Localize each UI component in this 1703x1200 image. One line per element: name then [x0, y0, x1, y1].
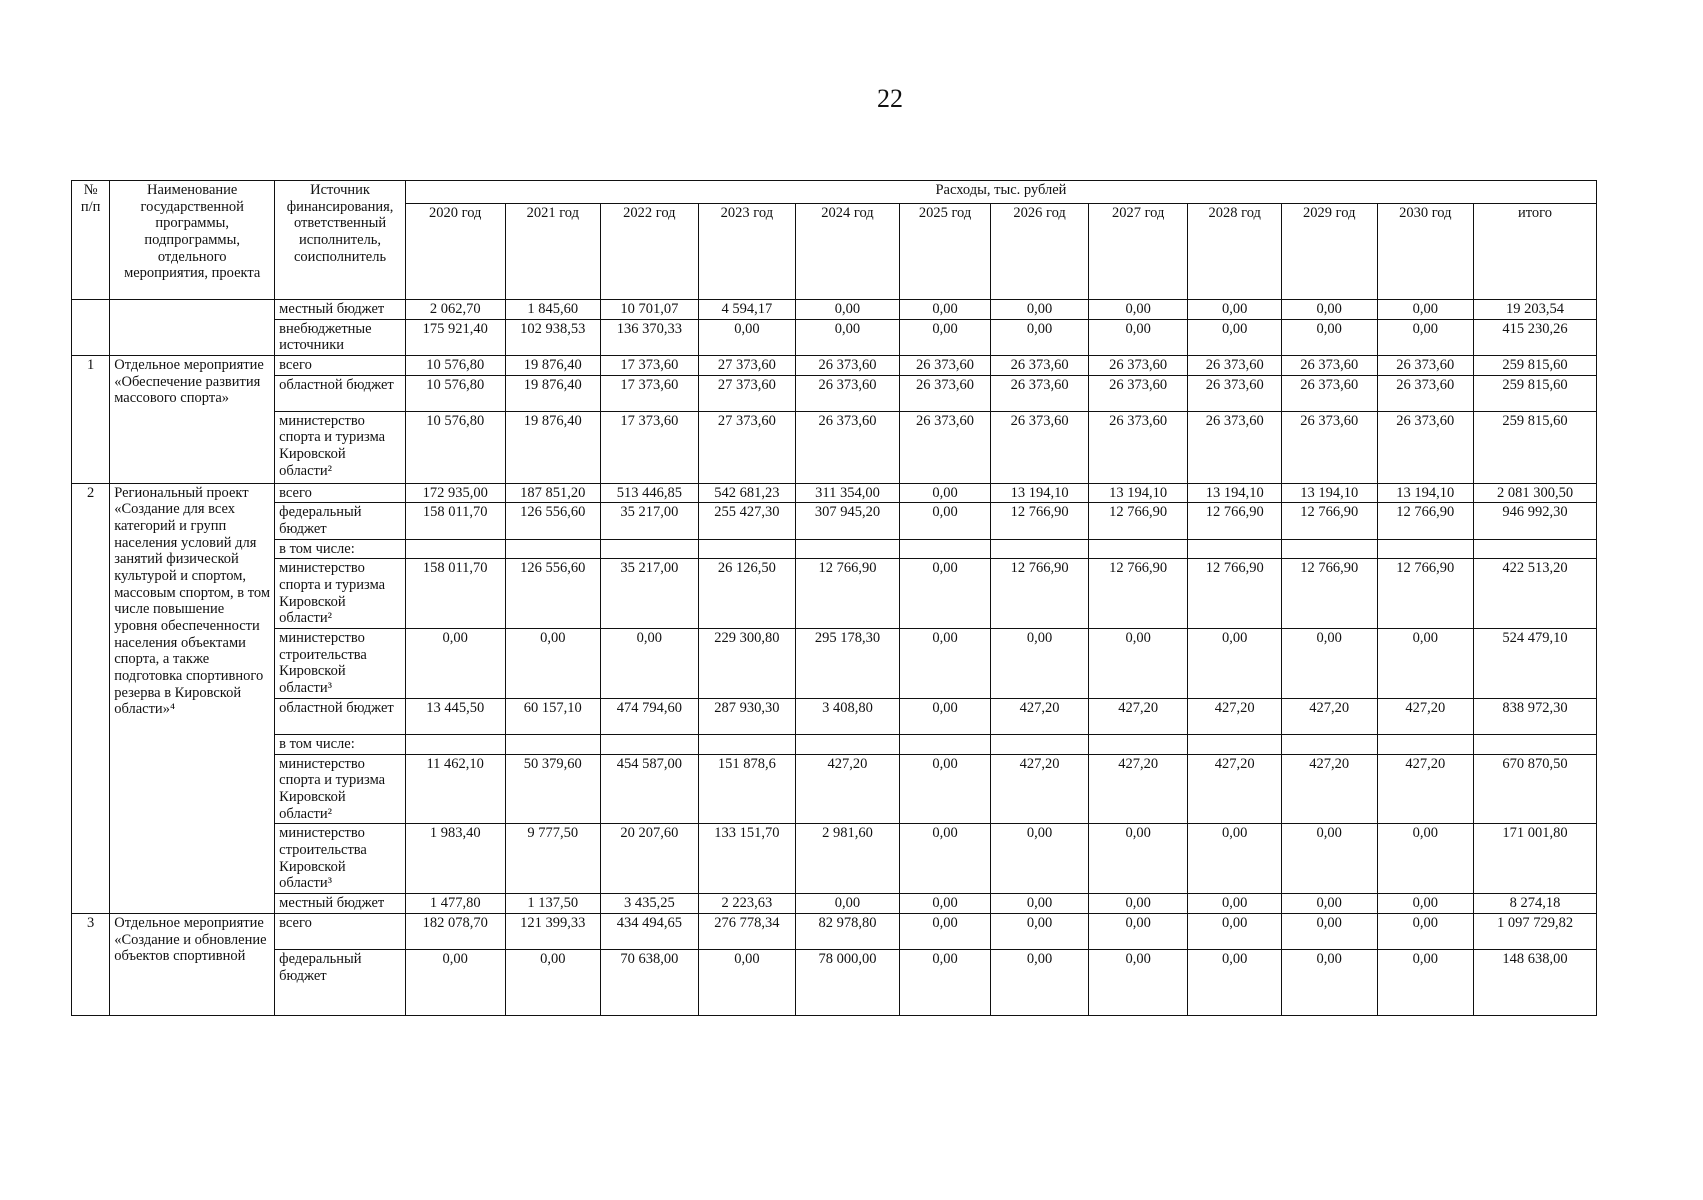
table-row	[72, 483, 1597, 503]
amount-cell: 121 399,33	[505, 914, 601, 950]
funding-source: местный бюджет	[275, 300, 406, 320]
amount-cell	[1281, 735, 1377, 755]
amount-cell: 126 556,60	[505, 503, 601, 539]
amount-cell: 0,00	[405, 950, 505, 1016]
program-name	[110, 300, 275, 356]
amount-cell: 19 876,40	[505, 356, 601, 376]
amount-cell: 0,00	[1188, 319, 1282, 355]
amount-cell: 26 126,50	[698, 559, 796, 629]
amount-cell: 26 373,60	[991, 411, 1089, 483]
amount-cell: 0,00	[899, 894, 991, 914]
table-row	[72, 735, 1597, 755]
amount-cell: 0,00	[991, 894, 1089, 914]
funding-source: внебюджетные источники	[275, 319, 406, 355]
total-cell: 838 972,30	[1474, 699, 1597, 735]
amount-cell: 26 373,60	[1188, 356, 1282, 376]
amount-cell: 12 766,90	[1377, 559, 1474, 629]
amount-cell: 17 373,60	[601, 375, 699, 411]
table-row	[72, 559, 1597, 629]
amount-cell	[505, 539, 601, 559]
amount-cell	[1188, 539, 1282, 559]
amount-cell: 1 137,50	[505, 894, 601, 914]
amount-cell	[796, 735, 900, 755]
amount-cell	[991, 539, 1089, 559]
amount-cell: 11 462,10	[405, 754, 505, 824]
amount-cell: 0,00	[505, 950, 601, 1016]
amount-cell: 10 576,80	[405, 375, 505, 411]
header-year: 2030 год	[1377, 204, 1474, 300]
amount-cell: 0,00	[1088, 319, 1188, 355]
header-year: 2020 год	[405, 204, 505, 300]
amount-cell: 26 373,60	[1281, 356, 1377, 376]
amount-cell: 172 935,00	[405, 483, 505, 503]
total-cell: 524 479,10	[1474, 629, 1597, 699]
amount-cell	[601, 735, 699, 755]
header-year: 2029 год	[1281, 204, 1377, 300]
page-number: 22	[877, 84, 903, 113]
amount-cell: 427,20	[991, 699, 1089, 735]
amount-cell: 10 576,80	[405, 411, 505, 483]
amount-cell: 427,20	[1188, 754, 1282, 824]
amount-cell: 0,00	[899, 754, 991, 824]
total-cell: 670 870,50	[1474, 754, 1597, 824]
amount-cell: 0,00	[1088, 894, 1188, 914]
funding-source: федеральный бюджет	[275, 503, 406, 539]
funding-source: областной бюджет	[275, 699, 406, 735]
funding-source: местный бюджет	[275, 894, 406, 914]
amount-cell: 35 217,00	[601, 559, 699, 629]
amount-cell: 0,00	[991, 629, 1089, 699]
amount-cell: 0,00	[1377, 824, 1474, 894]
amount-cell: 26 373,60	[1088, 411, 1188, 483]
header-year: 2021 год	[505, 204, 601, 300]
amount-cell: 27 373,60	[698, 411, 796, 483]
table-row	[72, 699, 1597, 735]
amount-cell: 0,00	[601, 629, 699, 699]
amount-cell: 26 373,60	[796, 375, 900, 411]
amount-cell: 434 494,65	[601, 914, 699, 950]
total-cell: 259 815,60	[1474, 356, 1597, 376]
amount-cell: 0,00	[1188, 950, 1282, 1016]
amount-cell: 26 373,60	[899, 356, 991, 376]
amount-cell: 287 930,30	[698, 699, 796, 735]
amount-cell: 26 373,60	[991, 356, 1089, 376]
amount-cell: 27 373,60	[698, 375, 796, 411]
amount-cell: 427,20	[991, 754, 1089, 824]
header-num: № п/п	[72, 181, 110, 300]
amount-cell: 0,00	[1088, 824, 1188, 894]
amount-cell: 12 766,90	[991, 503, 1089, 539]
amount-cell: 0,00	[899, 699, 991, 735]
amount-cell: 26 373,60	[1281, 375, 1377, 411]
amount-cell: 10 701,07	[601, 300, 699, 320]
program-name: Отдельное мероприятие «Создание и обновление объектов спортивной	[110, 914, 275, 1016]
table-row	[72, 539, 1597, 559]
amount-cell: 70 638,00	[601, 950, 699, 1016]
amount-cell: 0,00	[505, 629, 601, 699]
amount-cell: 26 373,60	[1188, 375, 1282, 411]
table-row	[72, 300, 1597, 320]
amount-cell	[1377, 539, 1474, 559]
amount-cell: 12 766,90	[1281, 559, 1377, 629]
amount-cell: 13 194,10	[1281, 483, 1377, 503]
amount-cell: 0,00	[1281, 824, 1377, 894]
amount-cell: 311 354,00	[796, 483, 900, 503]
amount-cell: 0,00	[1188, 914, 1282, 950]
amount-cell: 19 876,40	[505, 375, 601, 411]
table-row	[72, 914, 1597, 950]
amount-cell: 10 576,80	[405, 356, 505, 376]
amount-cell: 20 207,60	[601, 824, 699, 894]
table-row	[72, 411, 1597, 483]
amount-cell	[505, 735, 601, 755]
amount-cell: 454 587,00	[601, 754, 699, 824]
amount-cell: 3 435,25	[601, 894, 699, 914]
amount-cell: 0,00	[796, 319, 900, 355]
header-year: итого	[1474, 204, 1597, 300]
amount-cell: 13 194,10	[1188, 483, 1282, 503]
amount-cell: 50 379,60	[505, 754, 601, 824]
amount-cell: 1 845,60	[505, 300, 601, 320]
amount-cell: 126 556,60	[505, 559, 601, 629]
amount-cell: 0,00	[991, 950, 1089, 1016]
amount-cell: 0,00	[1377, 894, 1474, 914]
amount-cell: 13 194,10	[1377, 483, 1474, 503]
amount-cell: 427,20	[1281, 754, 1377, 824]
amount-cell: 102 938,53	[505, 319, 601, 355]
amount-cell: 133 151,70	[698, 824, 796, 894]
table-row	[72, 375, 1597, 411]
amount-cell	[1188, 735, 1282, 755]
amount-cell: 26 373,60	[796, 411, 900, 483]
row-number: 1	[72, 356, 110, 484]
amount-cell: 427,20	[1088, 754, 1188, 824]
row-number: 3	[72, 914, 110, 1016]
funding-source: министерство спорта и туризма Кировской области²	[275, 754, 406, 824]
amount-cell: 158 011,70	[405, 503, 505, 539]
funding-source: в том числе:	[275, 539, 406, 559]
program-name: Региональный проект «Создание для всех категорий и групп населения условий для занятий физической культурой и спортом, массовым спортом, в том числе повышение уровня обеспеченности населения объектами спорта, а также подготовка спортивного резерва в Кировской области»⁴	[110, 483, 275, 913]
header-expenses: Расходы, тыс. рублей	[405, 181, 1596, 204]
amount-cell: 2 981,60	[796, 824, 900, 894]
amount-cell: 26 373,60	[1377, 411, 1474, 483]
amount-cell: 0,00	[899, 559, 991, 629]
amount-cell: 0,00	[991, 824, 1089, 894]
total-cell	[1474, 735, 1597, 755]
table-row	[72, 319, 1597, 355]
amount-cell: 12 766,90	[1088, 559, 1188, 629]
amount-cell: 60 157,10	[505, 699, 601, 735]
total-cell: 946 992,30	[1474, 503, 1597, 539]
amount-cell: 0,00	[899, 300, 991, 320]
amount-cell: 0,00	[1088, 629, 1188, 699]
amount-cell: 427,20	[1281, 699, 1377, 735]
header-source: Источник финансирования, ответственный исполнитель, соисполнитель	[275, 181, 406, 300]
row-number	[72, 300, 110, 356]
amount-cell: 0,00	[899, 914, 991, 950]
amount-cell: 542 681,23	[698, 483, 796, 503]
amount-cell: 427,20	[1377, 754, 1474, 824]
amount-cell: 0,00	[899, 319, 991, 355]
amount-cell: 12 766,90	[1188, 503, 1282, 539]
table-row	[72, 754, 1597, 824]
amount-cell: 26 373,60	[899, 411, 991, 483]
amount-cell: 26 373,60	[1281, 411, 1377, 483]
table-body	[72, 300, 1597, 1016]
amount-cell: 0,00	[899, 503, 991, 539]
amount-cell: 427,20	[1088, 699, 1188, 735]
program-name: Отдельное мероприятие «Обеспечение развития массового спорта»	[110, 356, 275, 484]
amount-cell: 26 373,60	[991, 375, 1089, 411]
funding-source: в том числе:	[275, 735, 406, 755]
amount-cell: 0,00	[1188, 300, 1282, 320]
funding-source: всего	[275, 914, 406, 950]
header-name: Наименование государственной программы, подпрограммы, отдельного мероприятия, проекта	[110, 181, 275, 300]
amount-cell: 0,00	[1281, 629, 1377, 699]
amount-cell	[991, 735, 1089, 755]
amount-cell: 1 477,80	[405, 894, 505, 914]
amount-cell: 12 766,90	[796, 559, 900, 629]
total-cell: 2 081 300,50	[1474, 483, 1597, 503]
amount-cell: 427,20	[1377, 699, 1474, 735]
amount-cell	[405, 539, 505, 559]
amount-cell: 19 876,40	[505, 411, 601, 483]
amount-cell: 35 217,00	[601, 503, 699, 539]
amount-cell: 307 945,20	[796, 503, 900, 539]
table-row	[72, 950, 1597, 1016]
row-number: 2	[72, 483, 110, 913]
funding-source: областной бюджет	[275, 375, 406, 411]
amount-cell: 474 794,60	[601, 699, 699, 735]
amount-cell: 12 766,90	[991, 559, 1089, 629]
funding-source: федеральный бюджет	[275, 950, 406, 1016]
header-year: 2022 год	[601, 204, 699, 300]
amount-cell: 0,00	[991, 300, 1089, 320]
amount-cell	[1088, 735, 1188, 755]
total-cell: 415 230,26	[1474, 319, 1597, 355]
amount-cell: 136 370,33	[601, 319, 699, 355]
amount-cell: 82 978,80	[796, 914, 900, 950]
funding-source: министерство спорта и туризма Кировской области²	[275, 559, 406, 629]
amount-cell: 151 878,6	[698, 754, 796, 824]
header-year: 2023 год	[698, 204, 796, 300]
header-year: 2028 год	[1188, 204, 1282, 300]
total-cell: 148 638,00	[1474, 950, 1597, 1016]
amount-cell: 0,00	[1281, 950, 1377, 1016]
amount-cell	[899, 539, 991, 559]
amount-cell	[899, 735, 991, 755]
funding-source: всего	[275, 483, 406, 503]
amount-cell: 78 000,00	[796, 950, 900, 1016]
amount-cell: 175 921,40	[405, 319, 505, 355]
amount-cell: 13 194,10	[991, 483, 1089, 503]
amount-cell: 0,00	[991, 319, 1089, 355]
table-row	[72, 629, 1597, 699]
header-year: 2025 год	[899, 204, 991, 300]
amount-cell: 26 373,60	[899, 375, 991, 411]
amount-cell	[405, 735, 505, 755]
table-row	[72, 503, 1597, 539]
expenses-table	[71, 180, 1597, 1016]
amount-cell: 0,00	[1088, 914, 1188, 950]
amount-cell: 26 373,60	[1377, 356, 1474, 376]
amount-cell: 0,00	[1281, 319, 1377, 355]
amount-cell: 276 778,34	[698, 914, 796, 950]
amount-cell: 255 427,30	[698, 503, 796, 539]
amount-cell: 0,00	[1281, 894, 1377, 914]
amount-cell	[698, 539, 796, 559]
total-cell: 422 513,20	[1474, 559, 1597, 629]
total-cell: 259 815,60	[1474, 375, 1597, 411]
amount-cell: 2 223,63	[698, 894, 796, 914]
amount-cell: 158 011,70	[405, 559, 505, 629]
amount-cell: 0,00	[899, 629, 991, 699]
amount-cell: 26 373,60	[1377, 375, 1474, 411]
amount-cell: 0,00	[1188, 824, 1282, 894]
amount-cell: 182 078,70	[405, 914, 505, 950]
amount-cell: 0,00	[899, 950, 991, 1016]
amount-cell: 12 766,90	[1377, 503, 1474, 539]
funding-source: министерство спорта и туризма Кировской области²	[275, 411, 406, 483]
total-cell: 1 097 729,82	[1474, 914, 1597, 950]
amount-cell: 0,00	[796, 300, 900, 320]
header-year: 2027 год	[1088, 204, 1188, 300]
amount-cell: 0,00	[1188, 894, 1282, 914]
amount-cell: 0,00	[1088, 950, 1188, 1016]
amount-cell: 13 194,10	[1088, 483, 1188, 503]
amount-cell: 0,00	[1377, 950, 1474, 1016]
amount-cell: 0,00	[1188, 629, 1282, 699]
table-row	[72, 356, 1597, 376]
header-year: 2024 год	[796, 204, 900, 300]
amount-cell: 0,00	[899, 483, 991, 503]
amount-cell: 0,00	[1281, 300, 1377, 320]
amount-cell	[1377, 735, 1474, 755]
amount-cell: 2 062,70	[405, 300, 505, 320]
funding-source: министерство строительства Кировской области³	[275, 824, 406, 894]
amount-cell: 0,00	[698, 950, 796, 1016]
header-year: 2026 год	[991, 204, 1089, 300]
amount-cell: 3 408,80	[796, 699, 900, 735]
amount-cell: 427,20	[796, 754, 900, 824]
amount-cell: 0,00	[1377, 319, 1474, 355]
amount-cell: 0,00	[796, 894, 900, 914]
amount-cell: 12 766,90	[1188, 559, 1282, 629]
amount-cell: 12 766,90	[1281, 503, 1377, 539]
amount-cell: 427,20	[1188, 699, 1282, 735]
total-cell	[1474, 539, 1597, 559]
amount-cell: 187 851,20	[505, 483, 601, 503]
amount-cell: 13 445,50	[405, 699, 505, 735]
amount-cell: 4 594,17	[698, 300, 796, 320]
header-row-top	[72, 181, 1597, 204]
table-row	[72, 824, 1597, 894]
amount-cell	[698, 735, 796, 755]
amount-cell: 0,00	[1088, 300, 1188, 320]
amount-cell: 0,00	[698, 319, 796, 355]
amount-cell: 0,00	[1281, 914, 1377, 950]
amount-cell: 0,00	[405, 629, 505, 699]
amount-cell	[1281, 539, 1377, 559]
amount-cell: 295 178,30	[796, 629, 900, 699]
amount-cell: 0,00	[991, 914, 1089, 950]
amount-cell: 27 373,60	[698, 356, 796, 376]
amount-cell: 0,00	[1377, 914, 1474, 950]
amount-cell: 26 373,60	[1188, 411, 1282, 483]
amount-cell: 229 300,80	[698, 629, 796, 699]
funding-source: министерство строительства Кировской области³	[275, 629, 406, 699]
amount-cell: 17 373,60	[601, 356, 699, 376]
table-row	[72, 894, 1597, 914]
amount-cell: 26 373,60	[1088, 356, 1188, 376]
total-cell: 171 001,80	[1474, 824, 1597, 894]
amount-cell: 1 983,40	[405, 824, 505, 894]
total-cell: 259 815,60	[1474, 411, 1597, 483]
total-cell: 19 203,54	[1474, 300, 1597, 320]
amount-cell: 9 777,50	[505, 824, 601, 894]
amount-cell: 12 766,90	[1088, 503, 1188, 539]
amount-cell	[601, 539, 699, 559]
amount-cell: 513 446,85	[601, 483, 699, 503]
amount-cell: 26 373,60	[1088, 375, 1188, 411]
amount-cell	[1088, 539, 1188, 559]
amount-cell: 0,00	[1377, 629, 1474, 699]
amount-cell: 0,00	[899, 824, 991, 894]
total-cell: 8 274,18	[1474, 894, 1597, 914]
funding-source: всего	[275, 356, 406, 376]
amount-cell	[796, 539, 900, 559]
amount-cell: 26 373,60	[796, 356, 900, 376]
amount-cell: 0,00	[1377, 300, 1474, 320]
amount-cell: 17 373,60	[601, 411, 699, 483]
